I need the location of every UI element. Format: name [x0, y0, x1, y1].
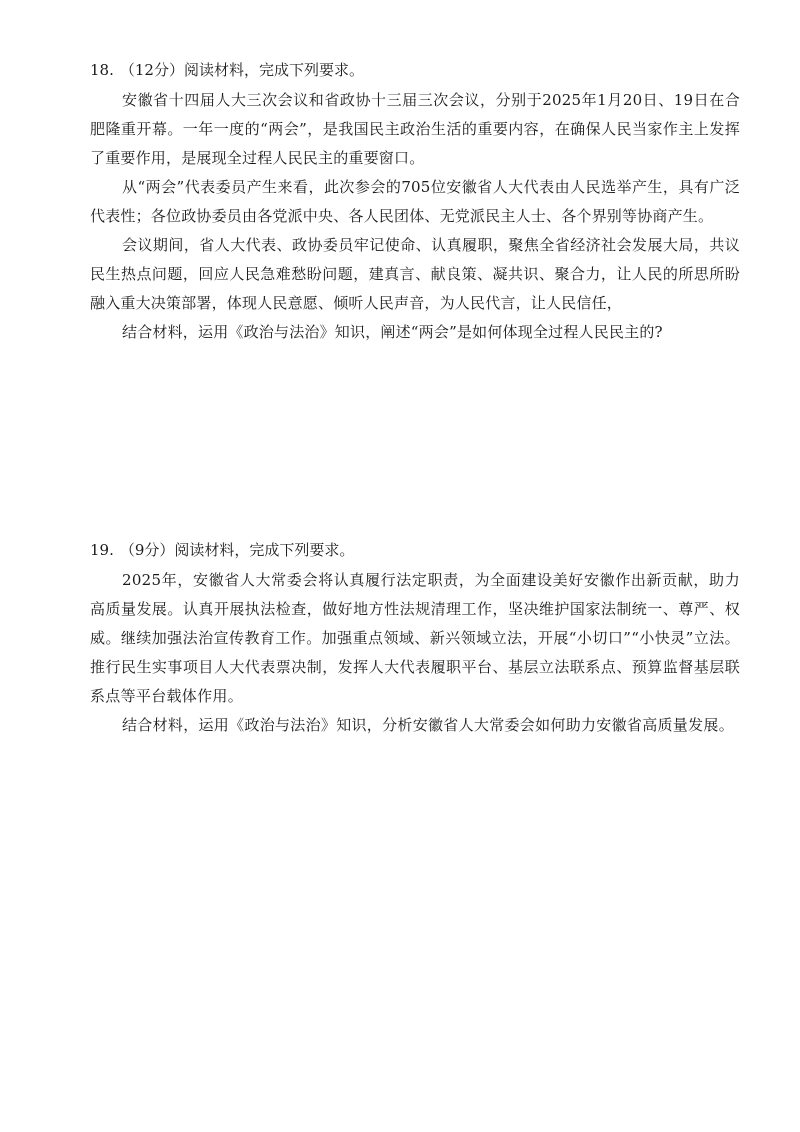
material-paragraph: 安徽省十四届人大三次会议和省政协十三届三次会议，分别于2025年1月20日、19日在合肥隆重开幕。一年一度的“两会”，是我国民主政治生活的重要内容，在确保人民当家作主上发挥了重要作用，是展现全过程人民民主的重要窗口。 [90, 91, 740, 167]
question-number: 18. [90, 61, 114, 79]
question-18 [90, 58, 740, 347]
question-instruction: （12分）阅读材料，完成下列要求。 [119, 61, 364, 79]
material-paragraph: 2025年，安徽省人大常委会将认真履行法定职责，为全面建设美好安徽作出新贡献，助力高质量发展。认真开展执法检查，做好地方性法规清理工作，坚决维护国家法制统一、尊严、权威。继续加强法治宣传教育工作。加强重点领域、新兴领域立法，开展“小切口”“小快灵”立法。推行民生实事项目人大代表票决制，发挥人大代表履职平台、基层立法联系点、预算监督基层联系点等平台载体作用。 [90, 571, 740, 705]
question-19-header [90, 538, 740, 566]
material-paragraph: 会议期间，省人大代表、政协委员牢记使命、认真履职，聚焦全省经济社会发展大局，共议民生热点问题，回应人民急难愁盼问题，建真言、献良策、凝共识、聚合力，让人民的所思所盼融入重大决策部署，体现人民意愿、倾听人民声音，为人民代言，让人民信任， [90, 236, 740, 312]
material-paragraph: 从“两会”代表委员产生来看，此次参会的705位安徽省人大代表由人民选举产生，具有广泛代表性；各位政协委员由各党派中央、各人民团体、无党派民主人士、各个界别等协商产生。 [90, 178, 740, 225]
question-prompt: 结合材料，运用《政治与法治》知识，分析安徽省人大常委会如何助力安徽省高质量发展。 [122, 716, 735, 734]
question-instruction: （9分）阅读材料，完成下列要求。 [119, 541, 355, 559]
question-18-header [90, 58, 740, 86]
question-number: 19. [90, 541, 114, 559]
question-19 [90, 538, 740, 740]
question-prompt: 结合材料，运用《政治与法治》知识，阐述“两会”是如何体现全过程人民民主的? [122, 323, 663, 341]
